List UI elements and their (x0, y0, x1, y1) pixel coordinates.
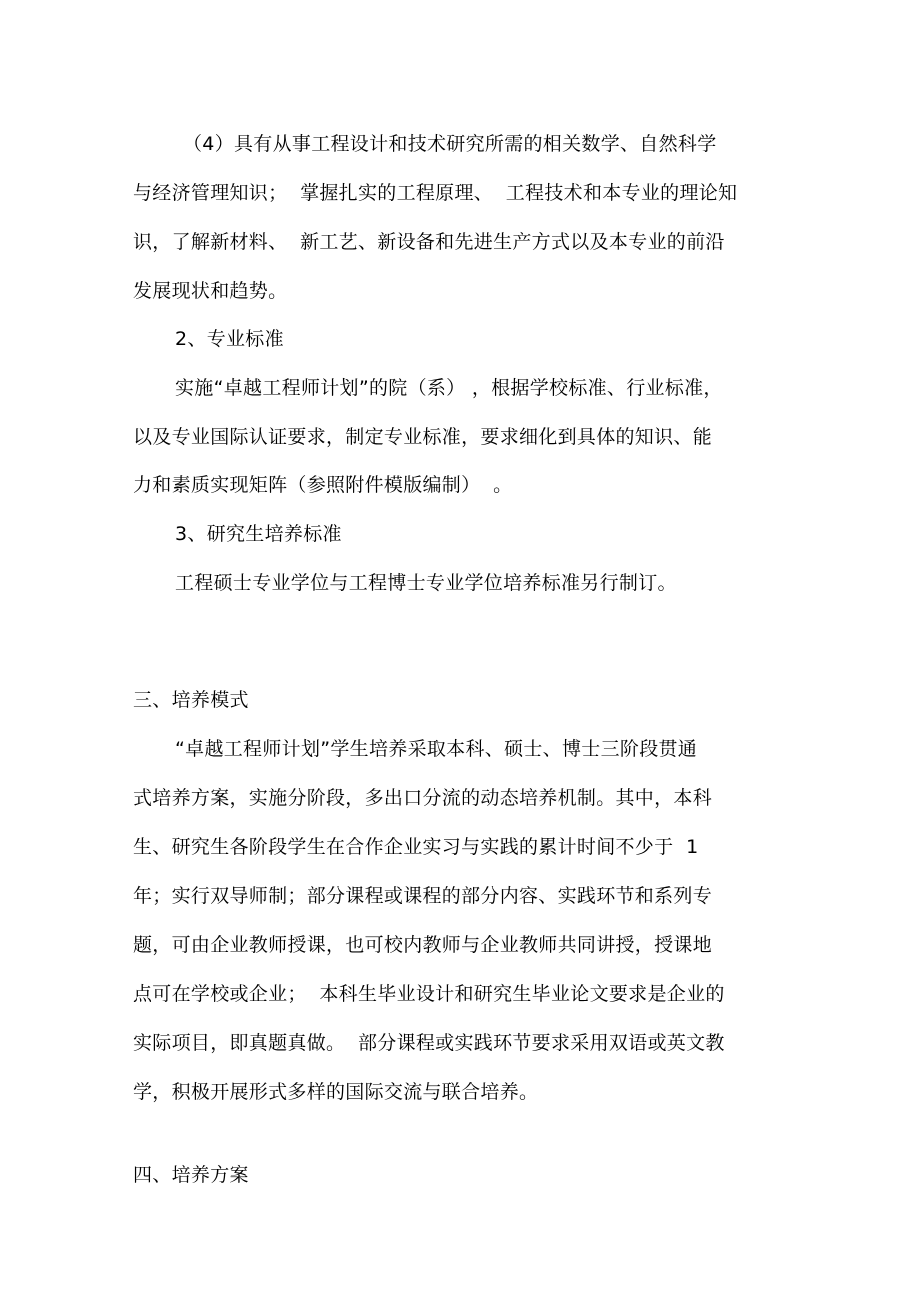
paragraph-line: 实施“卓越工程师计划”的院（系） ，根据学校标准、行业标准， (175, 377, 723, 399)
paragraph-line: 式培养方案，实施分阶段，多出口分流的动态培养机制。其中，本科 (133, 787, 713, 809)
section-heading: 2、专业标准 (175, 328, 284, 350)
paragraph-line: 生、研究生各阶段学生在合作企业实习与实践的累计时间不少于 1 (133, 836, 699, 858)
paragraph-line: 以及专业国际认证要求，制定专业标准，要求细化到具体的知识、能 (133, 426, 713, 448)
chapter-heading: 四、培养方案 (133, 1164, 249, 1186)
paragraph-line: （4）具有从事工程设计和技术研究所需的相关数学、自然科学 (183, 133, 717, 155)
paragraph-line: 学，积极开展形式多样的国际交流与联合培养。 (133, 1081, 539, 1103)
paragraph-line: “卓越工程师计划”学生培养采取本科、硕士、博士三阶段贯通 (175, 738, 698, 760)
chapter-heading: 三、培养模式 (133, 689, 249, 711)
paragraph-line: 与经济管理知识； 掌握扎实的工程原理、 工程技术和本专业的理论知 (133, 182, 738, 204)
paragraph-line: 实际项目，即真题真做。 部分课程或实践环节要求采用双语或英文教 (133, 1032, 725, 1054)
paragraph-line: 年；实行双导师制；部分课程或课程的部分内容、实践环节和系列专 (133, 885, 713, 907)
paragraph-line: 工程硕士专业学位与工程博士专业学位培养标准另行制订。 (175, 572, 677, 594)
paragraph-line: 发展现状和趋势。 (133, 280, 288, 302)
paragraph-line: 点可在学校或企业； 本科生毕业设计和研究生毕业论文要求是企业的 (133, 983, 725, 1005)
section-heading: 3、研究生培养标准 (175, 523, 342, 545)
paragraph-line: 识，了解新材料、 新工艺、新设备和先进生产方式以及本专业的前沿 (133, 231, 725, 253)
paragraph-line: 题，可由企业教师授课，也可校内教师与企业教师共同讲授，授课地 (133, 934, 713, 956)
paragraph-line: 力和素质实现矩阵（参照附件模版编制） 。 (133, 474, 513, 496)
